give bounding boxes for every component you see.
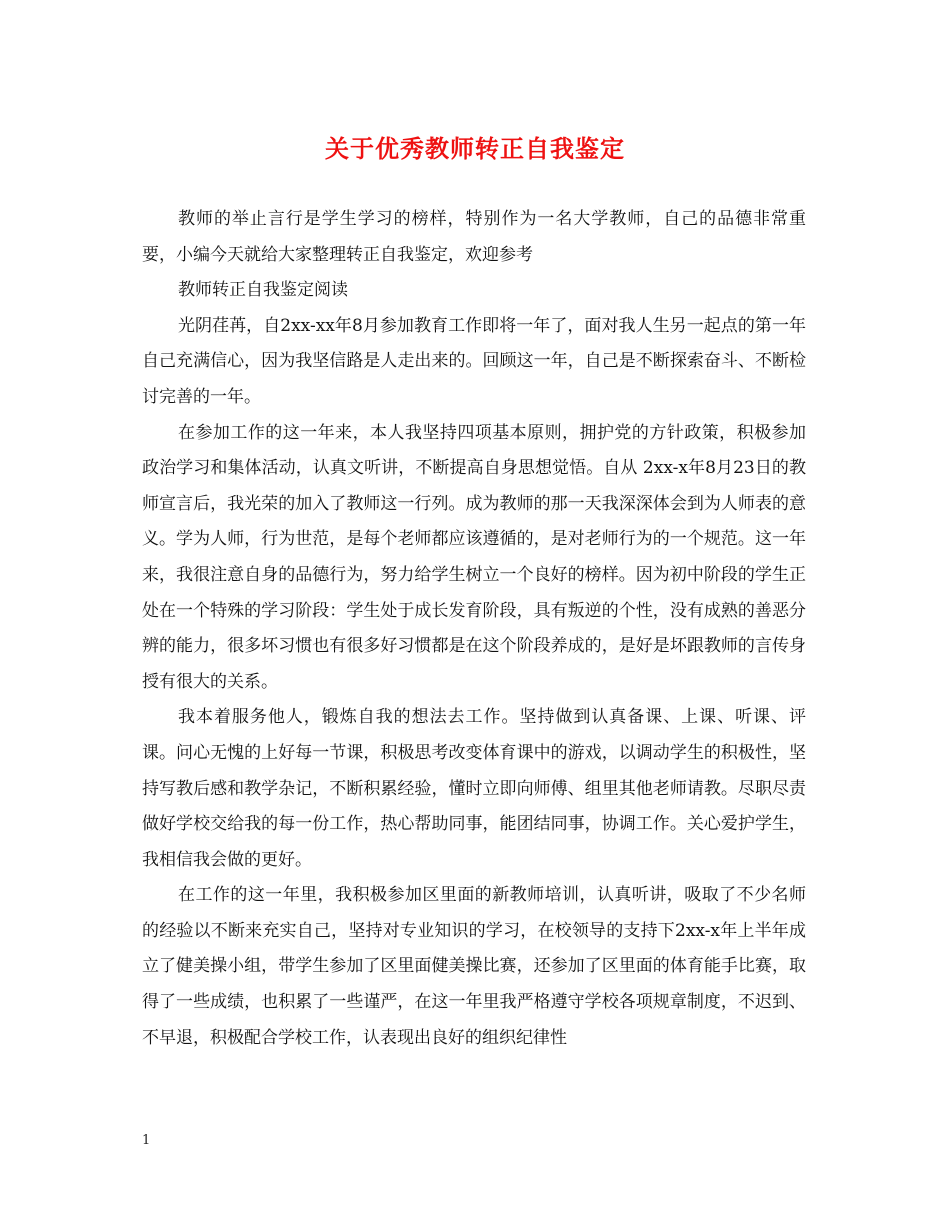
paragraph-subheading: 教师转正自我鉴定阅读: [178, 280, 348, 301]
paragraph-training: 在工作的这一年里，我积极参加区里面的新教师培训，认真听讲，吸取了不少名师的经验以不断来充实自己，坚持对专业知识的学习，在校领导的支持下2xx-x年上半年成立了健美操小组，带学生参加了区里面健美操比赛，还参加了区里面的体育能手比赛，取得了一些成绩，也积累了一些谨严，在这一年里我严格遵守学校各项规章制度，不迟到、不早退，积极配合学校工作，认表现出良好的组织纪律性: [142, 885, 806, 1048]
paragraph-political-study: 在参加工作的这一年来，本人我坚持四项基本原则，拥护党的方针政策，积极参加政治学习和集体活动，认真文听讲，不断提高自身思想觉悟。自从 2xx-x年8月23日的教师宣言后，我光荣的加入了教师这一行列。成为教师的那一天我深深体会到为人师表的意义。学为人师，行为世范，是每个老师都应该遵循的，是对老师行为的一个规范。这一年来，我很注意自身的品德行为，努力给学生树立一个良好的榜样。因为初中阶段的学生正处在一个特殊的学习阶段：学生处于成长发育阶段，具有叛逆的个性，没有成熟的善恶分辨的能力，很多坏习惯也有很多好习惯都是在这个阶段养成的，是好是坏跟教师的言传身授有很大的关系。: [142, 422, 806, 692]
document-title: 关于优秀教师转正自我鉴定: [325, 134, 625, 163]
paragraph-teaching-work: 我本着服务他人，锻炼自我的想法去工作。坚持做到认真备课、上课、听课、评课。问心无愧的上好每一节课，积极思考改变体育课中的游戏，以调动学生的积极性，坚持写教后感和教学杂记，不断积累经验，懂时立即向师傅、组里其他老师请教。尽职尽责做好学校交给我的每一份工作，热心帮助同事，能团结同事，协调工作。关心爱护学生，我相信我会做的更好。: [142, 707, 806, 870]
page-number: 1: [142, 1133, 151, 1148]
document-body: [142, 202, 806, 1056]
paragraph-intro: 教师的举止言行是学生学习的榜样，特别作为一名大学教师，自己的品德非常重要，小编今天就给大家整理转正自我鉴定，欢迎参考: [142, 209, 806, 265]
paragraph-opening: 光阴荏苒，自2xx-xx年8月参加教育工作即将一年了，面对我人生另一起点的第一年自己充满信心，因为我坚信路是人走出来的。回顾这一年，自己是不断探索奋斗、不断检讨完善的一年。: [142, 315, 806, 407]
